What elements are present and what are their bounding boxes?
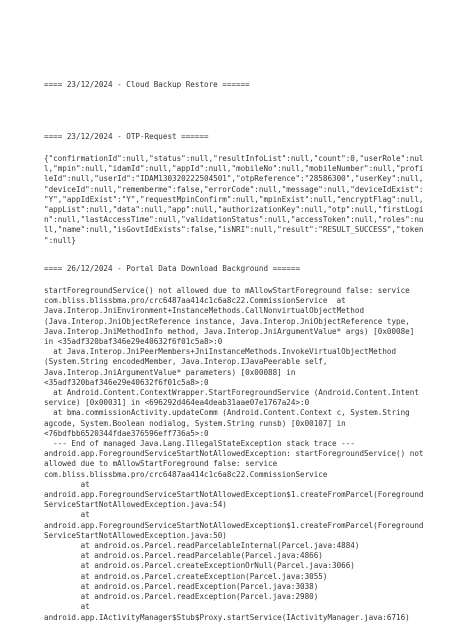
otp-request-json-log: {"confirmationId":null,"status":null,"resultInfoList":null,"count":0,"userRole":nul l,"mpin":null,"idamId":null,"appId":null,"mobileNo":null,"mobileNumber":null,"profi leId":null,"userId":"IDAM130320222504501","otpReference":"28586300","userKey":null, "deviceId":null,"rememberme":false,"errorCode":null,"message":null,"deviceIdExist": "Y","appIdExist":"Y","requestMpinConfirm":null,"mpinExist":null,"encryptFlag":null, "appList":null,"data":null,"app":null,"authorizationKey":null,"otp":null,"firstLogi n":null,"lastAccessTime":null,"validationStatus":null,"accessToken":null,"roles":nu ll,"name":null,"isGovtIdExists":false,"isNRI":null,"result":"RESULT_SUCCESS","token ":null} xyxy=(44,154,424,245)
portal-download-stack-trace: startForegroundService() not allowed due to mAllowStartForeground false: service com.bliss.blissbma.pro/crc6487aa414c1c6a8c22.CommissionService at Java.Interop.JniEnvironment+InstanceMethods.CallNonvirtualObjectMethod (Java.Interop.JniObjectReference instance, Java.Interop.JniObjectReference type, Java.Interop.JniMethodInfo method, Java.Interop.JniArgumentValue* args) [0x0008e] in <35adf320baf346e29e40632f6f01c5a8>:0 at Java.Interop.JniPeerMembers+JniInstanceMethods.InvokeVirtualObjectMethod (System.String encodedMember, Java.Interop.IJavaPeerable self, Java.Interop.JniArgumentValue* parameters) [0x00088] in <35adf320baf346e29e40632f6f01c5a8>:0 at Android.Content.ContextWrapper.StartForegroundService (Android.Content.Intent service) [0x00031] in <696292d464ea4deab31aae07e1767a24>:0 at bma.commissionActivity.updateComm (Android.Content.Context c, System.String agcode, System.Boolean nodialog, System.String runsb) [0x00107] in <76bdfbb6520344fdae376596eff736a5>:0 --- End of managed Java.Lang.IllegalStateException stack trace --- android.app.ForegroundServiceStartNotAllowedException: startForegroundService() not allowed due to mAllowStartForeground false: service com.bliss.blissbma.pro/crc6487aa414c1c6a8c22.CommissionService at android.app.ForegroundServiceStartNotAllowedException$1.createFromParcel(Foreground ServiceStartNotAllowedException.java:54) at android.app.ForegroundServiceStartNotAllowedException$1.createFromParcel(Foreground ServiceStartNotAllowedException.java:50) at android.os.Parcel.readParcelableInternal(Parcel.java:4884) at android.os.Parcel.readParcelable(Parcel.java:4866) at android.os.Parcel.createExceptionOrNull(Parcel.java:3066) at android.os.Parcel.createException(Parcel.java:3055) at android.os.Parcel.readException(Parcel.java:3038) at android.os.Parcel.readException(Parcel.java:2980) at android.app.IActivityManager$Stub$Proxy.startService(IActivityManager.java:6716) xyxy=(44,286,424,622)
section-heading-otp-request: ==== 23/12/2024 - OTP-Request ====== xyxy=(44,132,209,141)
section-heading-portal-data-download: ==== 26/12/2024 - Portal Data Download Background ====== xyxy=(44,264,301,273)
section-heading-cloud-backup-restore: ==== 23/12/2024 - Cloud Backup Restore ====== xyxy=(44,80,250,89)
